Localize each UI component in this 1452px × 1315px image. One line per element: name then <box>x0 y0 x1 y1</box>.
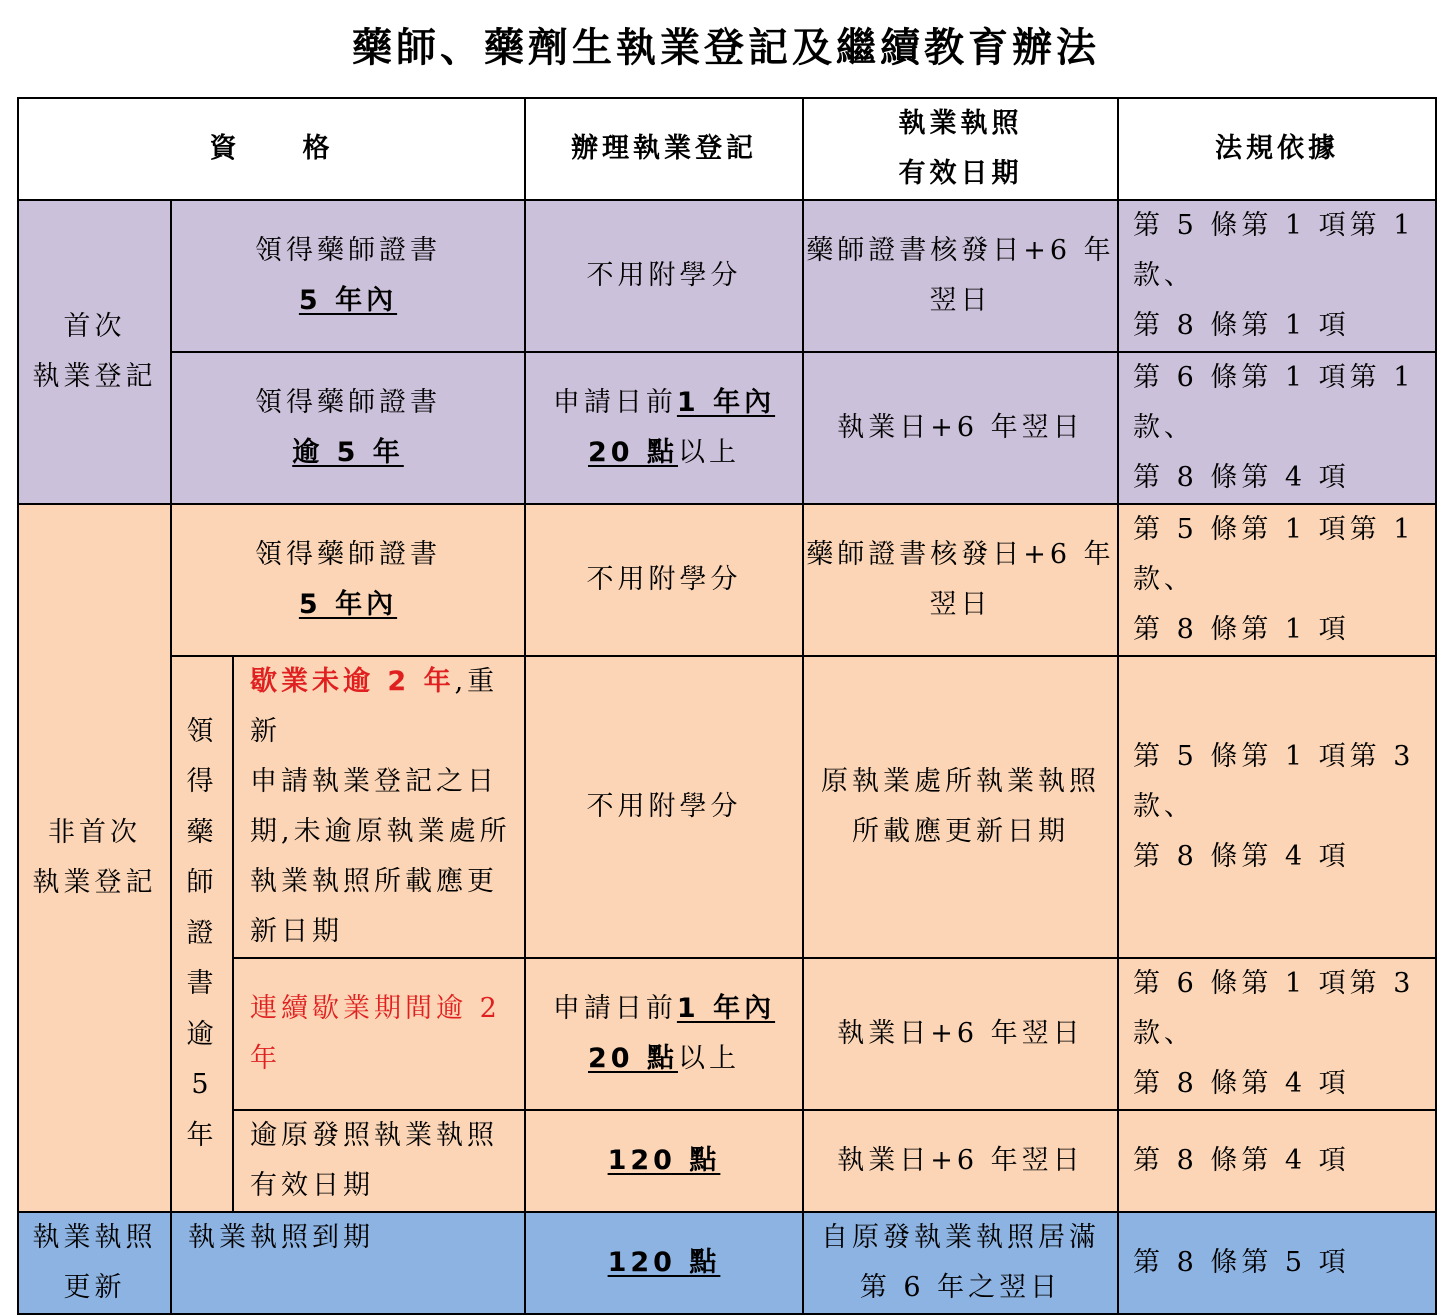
vertical-char: 5 <box>191 1069 213 1101</box>
first-r1-qual-line2: 5 年內 <box>298 285 398 316</box>
nonfirst-r1-valid-line2: 翌日 <box>929 589 992 620</box>
nonfirst-r4-reg: 120 點 <box>607 1145 721 1176</box>
first-group-label <box>18 200 171 504</box>
vertical-char: 證 <box>186 917 218 949</box>
nonfirst-r3-reg-bold1: 1 年內 <box>676 993 776 1024</box>
first-r2-validity: 執業日+6 年翌日 <box>803 352 1118 504</box>
renewal-group-line2: 更新 <box>63 1272 126 1303</box>
nonfirst-row-2 <box>18 656 1436 958</box>
nonfirst-r1-validity <box>803 504 1118 656</box>
nonfirst-r2-law-line2: 第 8 條第 4 項 <box>1133 841 1350 872</box>
renewal-row <box>18 1212 1436 1314</box>
nonfirst-r3-legal <box>1118 958 1436 1110</box>
nonfirst-row-1 <box>18 504 1436 656</box>
first-r1-legal <box>1118 200 1436 352</box>
nonfirst-r3-registration <box>525 958 803 1110</box>
vertical-char: 藥 <box>186 816 218 848</box>
vertical-char: 領 <box>186 715 218 747</box>
nonfirst-r3-qual-line2: 年 <box>250 1043 281 1074</box>
nonfirst-r2-qual-line2: 申請執業登記之日 <box>250 766 498 797</box>
header-registration: 辦理執業登記 <box>525 98 803 200</box>
renewal-valid-line1: 自原發執業執照居滿 <box>821 1222 1100 1253</box>
vertical-char: 書 <box>186 968 218 1000</box>
nonfirst-r2-legal <box>1118 656 1436 958</box>
header-legal-basis: 法規依據 <box>1118 98 1436 200</box>
nonfirst-r2-valid-line2: 所載應更新日期 <box>852 816 1069 847</box>
nonfirst-r3-law-line1: 第 6 條第 1 項第 3 款、 <box>1133 968 1415 1049</box>
nonfirst-r1-legal <box>1118 504 1436 656</box>
first-r1-law-line1: 第 5 條第 1 項第 1 款、 <box>1133 210 1415 291</box>
renewal-reg: 120 點 <box>607 1247 721 1278</box>
header-validity-line1: 執業執照 <box>898 108 1023 139</box>
first-r2-reg-prefix: 申請日前 <box>552 387 677 418</box>
nonfirst-r1-valid-line1: 藥師證書核發日+6 年 <box>806 539 1115 570</box>
nonfirst-r2-qualification <box>233 656 525 958</box>
nonfirst-r2-validity <box>803 656 1118 958</box>
first-r2-qual-line2: 逾 5 年 <box>292 437 404 468</box>
vertical-char: 師 <box>186 867 218 899</box>
page-title: 藥師、藥劑生執業登記及繼續教育辦法 <box>352 25 1100 71</box>
first-r1-registration: 不用附學分 <box>525 200 803 352</box>
nonfirst-r3-law-line2: 第 8 條第 4 項 <box>1133 1068 1350 1099</box>
nonfirst-r2-qual-line3: 期,未逾原執業處所 <box>250 816 511 847</box>
nonfirst-r3-qualification <box>233 958 525 1110</box>
renewal-registration <box>525 1212 803 1314</box>
nonfirst-r3-reg-prefix: 申請日前 <box>552 993 677 1024</box>
nonfirst-r2-qual-line4: 執業執照所載應更 <box>250 866 498 897</box>
nonfirst-r1-law-line2: 第 8 條第 1 項 <box>1133 614 1350 645</box>
renewal-group-line1: 執業執照 <box>32 1222 157 1253</box>
renewal-legal: 第 8 條第 5 項 <box>1118 1212 1436 1314</box>
renewal-group-label <box>18 1212 171 1314</box>
nonfirst-r3-reg-bold2: 20 點 <box>588 1043 678 1074</box>
nonfirst-r4-qual-line1: 逾原發照執業執照 <box>250 1120 498 1151</box>
nonfirst-r1-qual-line2: 5 年內 <box>298 589 398 620</box>
nonfirst-r3-reg-suffix: 以上 <box>677 1043 740 1074</box>
nonfirst-r2-qual-red: 歇業未逾 2 年 <box>250 666 455 697</box>
first-r2-reg-bold2: 20 點 <box>588 437 678 468</box>
nonfirst-r3-qual-line1: 連續歇業期間逾 2 <box>250 993 501 1024</box>
first-r2-law-line1: 第 6 條第 1 項第 1 款、 <box>1133 362 1415 443</box>
nonfirst-r2-qual-line5: 新日期 <box>250 916 343 947</box>
nonfirst-group-line2: 執業登記 <box>32 867 157 898</box>
vertical-char: 年 <box>186 1119 218 1151</box>
nonfirst-r3-validity: 執業日+6 年翌日 <box>803 958 1118 1110</box>
nonfirst-vertical-label <box>171 656 233 1212</box>
registration-table <box>17 97 1437 1315</box>
header-qualification: 資 格 <box>18 98 525 200</box>
first-r2-qualification <box>171 352 525 504</box>
header-validity-line2: 有效日期 <box>898 158 1023 189</box>
first-r2-reg-bold1: 1 年內 <box>676 387 776 418</box>
nonfirst-r1-qual-line1: 領得藥師證書 <box>255 539 441 570</box>
nonfirst-r1-law-line1: 第 5 條第 1 項第 1 款、 <box>1133 514 1415 595</box>
first-group-line1: 首次 <box>63 311 126 342</box>
first-r2-qual-line1: 領得藥師證書 <box>255 387 441 418</box>
nonfirst-r4-registration <box>525 1110 803 1212</box>
nonfirst-r2-law-line1: 第 5 條第 1 項第 3 款、 <box>1133 741 1415 822</box>
renewal-qualification: 執業執照到期 <box>171 1212 525 1314</box>
first-r1-valid-line2: 翌日 <box>929 285 992 316</box>
nonfirst-r2-qual-line1-rest: ,重新 <box>250 666 499 747</box>
first-r1-validity <box>803 200 1118 352</box>
nonfirst-r2-valid-line1: 原執業處所執業執照 <box>821 766 1100 797</box>
first-r1-valid-line1: 藥師證書核發日+6 年 <box>806 235 1115 266</box>
renewal-valid-line2: 第 6 年之翌日 <box>859 1272 1062 1303</box>
nonfirst-group-line1: 非首次 <box>48 817 141 848</box>
nonfirst-r4-legal: 第 8 條第 4 項 <box>1118 1110 1436 1212</box>
vertical-char: 逾 <box>186 1018 218 1050</box>
nonfirst-r2-registration: 不用附學分 <box>525 656 803 958</box>
first-r1-qual-line1: 領得藥師證書 <box>255 235 441 266</box>
first-r2-law-line2: 第 8 條第 4 項 <box>1133 462 1350 493</box>
first-row-2 <box>18 352 1436 504</box>
nonfirst-group-label <box>18 504 171 1212</box>
first-row-1 <box>18 200 1436 352</box>
header-row <box>18 98 1436 200</box>
header-validity <box>803 98 1118 200</box>
first-r1-law-line2: 第 8 條第 1 項 <box>1133 310 1350 341</box>
first-r2-reg-suffix: 以上 <box>677 437 740 468</box>
vertical-char: 得 <box>186 766 218 798</box>
first-r2-registration <box>525 352 803 504</box>
renewal-validity <box>803 1212 1118 1314</box>
nonfirst-r1-qualification <box>171 504 525 656</box>
first-r2-legal <box>1118 352 1436 504</box>
first-r1-qualification <box>171 200 525 352</box>
nonfirst-r1-registration: 不用附學分 <box>525 504 803 656</box>
nonfirst-r4-qualification <box>233 1110 525 1212</box>
nonfirst-r4-validity: 執業日+6 年翌日 <box>803 1110 1118 1212</box>
nonfirst-r4-qual-line2: 有效日期 <box>250 1170 374 1201</box>
first-group-line2: 執業登記 <box>32 361 157 392</box>
